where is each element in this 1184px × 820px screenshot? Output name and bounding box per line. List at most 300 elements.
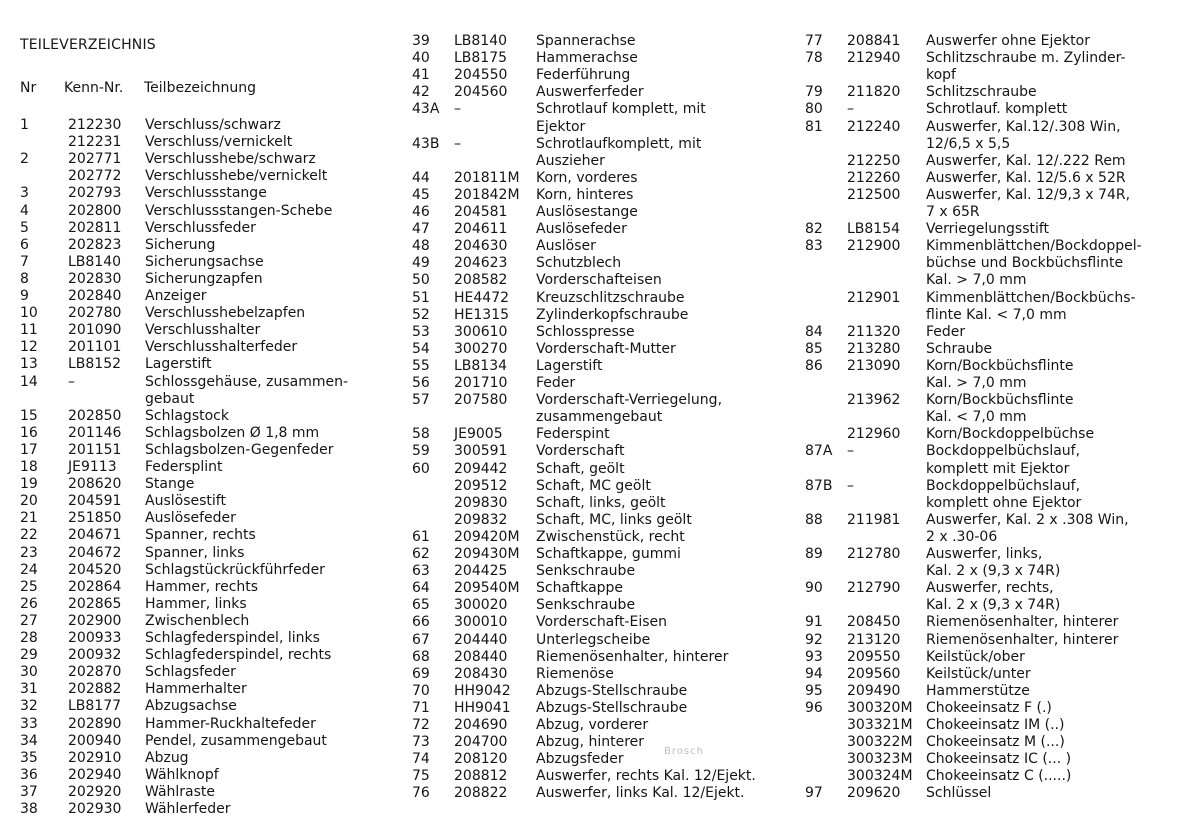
kenn-number: 209832	[454, 511, 508, 528]
kenn-number: 212240	[847, 118, 901, 135]
kenn-number: –	[847, 477, 854, 494]
part-number: 81	[805, 118, 823, 135]
part-name: Verschlusshalterfeder	[145, 339, 298, 356]
kenn-number: –	[454, 101, 461, 118]
part-name: Auszieher	[536, 152, 605, 169]
kenn-number: 202870	[68, 664, 122, 681]
part-number: 78	[805, 50, 823, 67]
part-number: 2	[20, 151, 29, 168]
part-number: 69	[412, 665, 430, 682]
part-name: Schlagsbolzen-Gegenfeder	[145, 441, 334, 458]
kenn-number: –	[454, 135, 461, 152]
part-name: büchse und Bockbüchsflinte	[926, 255, 1124, 272]
kenn-number: 202823	[68, 236, 122, 253]
part-number: 31	[20, 681, 38, 698]
part-name: Schrotlauf. komplett	[926, 101, 1068, 118]
kenn-number: 208450	[847, 614, 901, 631]
part-name: Riemenösenhalter, hinterer	[926, 631, 1119, 648]
kenn-number: 213120	[847, 631, 901, 648]
kenn-number: 209550	[847, 648, 901, 665]
part-number: 75	[412, 768, 430, 785]
part-name: Kimmenblättchen/Bockdoppel-	[926, 238, 1142, 255]
kenn-number: 204611	[454, 221, 508, 238]
part-number: 28	[20, 630, 38, 646]
part-name: Chokeeinsatz IM (..)	[926, 717, 1065, 733]
kenn-number: LB8154	[847, 221, 901, 238]
part-number: 9	[20, 288, 29, 304]
kenn-number: 204672	[68, 544, 122, 561]
kenn-number: 209560	[847, 665, 901, 682]
part-name: Wählknopf	[145, 766, 219, 783]
part-number: 27	[20, 612, 38, 629]
kenn-number: 202882	[68, 681, 122, 698]
part-name: Chokeeinsatz C (.....)	[926, 768, 1072, 785]
part-name: Spanner, links	[145, 544, 245, 561]
part-name: Schrotlaufkomplett, mit	[536, 135, 702, 152]
part-number: 11	[20, 322, 38, 339]
kenn-number: 204520	[68, 561, 122, 578]
part-name: Feder	[926, 323, 966, 340]
part-number: 1	[20, 117, 29, 133]
part-name: Riemenöse	[536, 665, 614, 682]
page-title: TEILEVERZEICHNIS	[20, 37, 156, 53]
part-number: 14	[20, 373, 38, 390]
kenn-number: 207580	[454, 392, 508, 409]
kenn-number: 201146	[68, 424, 122, 441]
part-number: 46	[412, 204, 430, 220]
part-number: 45	[412, 186, 430, 203]
part-name: Verschlussstange	[145, 185, 267, 202]
part-name: Auswerfer, Kal. 12/.222 Rem	[926, 152, 1126, 169]
part-number: 52	[412, 306, 430, 323]
part-number: 53	[412, 323, 430, 340]
part-name: Sicherung	[145, 236, 216, 253]
kenn-number: 300323M	[847, 751, 913, 768]
kenn-number: 202850	[68, 407, 122, 424]
part-name: Verschluss/vernickelt	[145, 134, 293, 151]
part-number: 36	[20, 766, 38, 783]
part-number: 58	[412, 426, 430, 443]
part-name: Auswerfer ohne Ejektor	[926, 33, 1090, 49]
part-number: 92	[805, 631, 823, 648]
kenn-number: 209540M	[454, 580, 520, 597]
part-name: Hammer, links	[145, 595, 247, 612]
part-name: Kal. > 7,0 mm	[926, 375, 1027, 391]
part-name: Verschlusshebelzapfen	[145, 305, 306, 322]
kenn-number: 201811M	[454, 169, 520, 186]
part-number: 62	[412, 546, 430, 562]
kenn-number: 212960	[847, 426, 901, 443]
kenn-number: 208822	[454, 785, 508, 802]
kenn-number: 208440	[454, 648, 508, 665]
part-name: Abzugs-Stellschraube	[536, 682, 688, 699]
part-name: Kreuzschlitzschraube	[536, 289, 685, 306]
kenn-number: 201151	[68, 441, 122, 458]
part-number: 80	[805, 101, 823, 118]
part-name: Chokeeinsatz M (...)	[926, 734, 1065, 751]
kenn-number: 202840	[68, 288, 122, 304]
part-name: Abzugs-Stellschraube	[536, 699, 688, 716]
kenn-number: 201842M	[454, 186, 520, 203]
kenn-number: 212230	[68, 117, 122, 133]
part-name: Auswerfer, Kal. 12/9,3 x 74R,	[926, 186, 1131, 203]
part-name: Chokeeinsatz IC (... )	[926, 751, 1072, 768]
part-name: 2 x .30-06	[926, 528, 998, 545]
part-name: flinte Kal. < 7,0 mm	[926, 306, 1067, 323]
part-name: Korn/Bockdoppelbüchse	[926, 426, 1095, 443]
part-number: 34	[20, 732, 38, 749]
part-number: 89	[805, 546, 823, 562]
part-number: 39	[412, 33, 430, 49]
part-number: 86	[805, 357, 823, 374]
part-name: Anzeiger	[145, 288, 207, 304]
part-number: 55	[412, 357, 430, 374]
part-number: 91	[805, 614, 823, 631]
part-name: Riemenösenhalter, hinterer	[536, 648, 729, 665]
part-number: 97	[805, 785, 823, 802]
part-name: Auslösefeder	[145, 510, 236, 527]
kenn-number: 209420M	[454, 528, 520, 545]
part-number: 48	[412, 238, 430, 255]
kenn-number: 204623	[454, 255, 508, 272]
kenn-number: 202800	[68, 202, 122, 219]
part-name: Auswerfer, links Kal. 12/Ejekt.	[536, 785, 745, 802]
part-number: 71	[412, 699, 430, 716]
kenn-number: LB8140	[454, 33, 508, 49]
part-name: Auslöser	[536, 238, 596, 255]
part-number: 82	[805, 221, 823, 238]
part-name: Lagerstift	[536, 357, 603, 374]
part-number: 13	[20, 356, 38, 373]
kenn-number: 201090	[68, 322, 122, 339]
part-number: 33	[20, 715, 38, 732]
part-name: komplett ohne Ejektor	[926, 494, 1082, 511]
kenn-number: 201101	[68, 339, 122, 356]
part-number: 63	[412, 563, 430, 580]
part-name: Senkschraube	[536, 563, 636, 580]
part-number: 70	[412, 682, 430, 699]
watermark: Brosch	[664, 746, 704, 757]
part-name: Auslösestift	[145, 493, 226, 510]
part-name: Schlüssel	[926, 785, 992, 802]
part-number: 93	[805, 648, 823, 665]
part-name: Hammerachse	[536, 50, 638, 67]
part-number: 43B	[412, 135, 440, 152]
kenn-number: 300610	[454, 323, 508, 340]
part-number: 23	[20, 544, 38, 561]
part-name: Verschlusshalter	[145, 322, 261, 339]
kenn-number: JE9113	[68, 459, 117, 475]
part-number: 29	[20, 647, 38, 664]
part-name: Kal. 2 x (9,3 x 74R)	[926, 563, 1061, 580]
part-name: Hammer-Ruckhaltefeder	[145, 715, 316, 732]
part-name: komplett mit Ejektor	[926, 460, 1070, 477]
part-number: 87B	[805, 477, 833, 494]
kenn-number: 202811	[68, 219, 122, 236]
part-name: Kal. 2 x (9,3 x 74R)	[926, 597, 1061, 614]
part-number: 57	[412, 392, 430, 409]
part-name: Zylinderkopfschraube	[536, 306, 689, 323]
kenn-number: HE1315	[454, 306, 510, 323]
kenn-number: 204690	[454, 717, 508, 733]
part-number: 17	[20, 441, 38, 458]
part-number: 37	[20, 783, 38, 800]
kenn-number: 202940	[68, 766, 122, 783]
part-name: Federsplint	[145, 459, 223, 475]
part-number: 35	[20, 749, 38, 766]
part-name: Schaft, MC, links geölt	[536, 511, 692, 528]
part-name: Chokeeinsatz F (.)	[926, 699, 1052, 716]
part-name: Schlitzschraube m. Zylinder-	[926, 50, 1126, 67]
part-name: Verschlusshebe/vernickelt	[145, 168, 328, 185]
part-number: 74	[412, 751, 430, 768]
part-number: 83	[805, 238, 823, 255]
part-name: Auswerferfeder	[536, 84, 644, 101]
part-name: Schlagstock	[145, 407, 229, 424]
part-number: 72	[412, 717, 430, 733]
part-number: 7	[20, 253, 29, 270]
part-number: 18	[20, 459, 38, 475]
part-number: 40	[412, 50, 430, 67]
part-name: Stange	[145, 476, 195, 493]
part-number: 54	[412, 340, 430, 357]
part-number: 6	[20, 236, 29, 253]
kenn-number: 200940	[68, 732, 122, 749]
part-name: Schaftkappe, gummi	[536, 546, 681, 562]
kenn-number: 204581	[454, 204, 508, 220]
part-name: Lagerstift	[145, 356, 212, 373]
part-name: Schlitzschraube	[926, 84, 1037, 101]
part-name: Auswerfer, rechts Kal. 12/Ejekt.	[536, 768, 756, 785]
part-number: 56	[412, 375, 430, 391]
part-number: 66	[412, 614, 430, 631]
part-name: Abzugsachse	[145, 698, 237, 715]
part-number: 77	[805, 33, 823, 49]
part-name: Vorderschaft-Mutter	[536, 340, 676, 357]
kenn-number: 209620	[847, 785, 901, 802]
kenn-number: 213090	[847, 357, 901, 374]
kenn-number: 202771	[68, 151, 122, 168]
kenn-number: 211320	[847, 323, 901, 340]
part-number: 79	[805, 84, 823, 101]
part-name: Bockdoppelbüchslauf,	[926, 477, 1081, 494]
part-name: Schlagstückrückführfeder	[145, 561, 325, 578]
kenn-number: 208841	[847, 33, 901, 49]
part-name: Hammer, rechts	[145, 578, 259, 595]
kenn-number: 209490	[847, 682, 901, 699]
part-name: Bockdoppelbüchslauf,	[926, 443, 1081, 460]
part-number: 44	[412, 169, 430, 186]
kenn-number: 212231	[68, 134, 122, 151]
part-number: 30	[20, 664, 38, 681]
part-number: 96	[805, 699, 823, 716]
part-name: Kal. > 7,0 mm	[926, 272, 1027, 289]
part-number: 12	[20, 339, 38, 356]
kenn-number: LB8177	[68, 698, 122, 715]
part-number: 94	[805, 665, 823, 682]
header-teilbezeichnung: Teilbezeichnung	[144, 80, 256, 96]
kenn-number: 202890	[68, 715, 122, 732]
kenn-number: 208120	[454, 751, 508, 768]
part-name: Schutzblech	[536, 255, 622, 272]
part-name: Schlosspresse	[536, 323, 635, 340]
part-number: 76	[412, 785, 430, 802]
part-name: Schraube	[926, 340, 993, 357]
part-number: 50	[412, 272, 430, 289]
part-name: Abzug, hinterer	[536, 734, 645, 751]
part-number: 21	[20, 510, 38, 527]
part-name: Zwischenblech	[145, 612, 250, 629]
kenn-number: 208430	[454, 665, 508, 682]
part-number: 95	[805, 682, 823, 699]
part-name: Ejektor	[536, 118, 586, 135]
part-number: 68	[412, 648, 430, 665]
kenn-number: 204550	[454, 67, 508, 84]
part-name: Senkschraube	[536, 597, 636, 614]
kenn-number: 212900	[847, 238, 901, 255]
part-name: gebaut	[145, 390, 195, 407]
part-number: 25	[20, 578, 38, 595]
part-name: Verschlussstangen-Schebe	[145, 202, 333, 219]
kenn-number: 202830	[68, 270, 122, 287]
kenn-number: LB8152	[68, 356, 122, 373]
part-name: Auslösestange	[536, 204, 638, 220]
part-number: 49	[412, 255, 430, 272]
kenn-number: 213962	[847, 392, 901, 409]
part-name: Federspint	[536, 426, 610, 443]
part-number: 42	[412, 84, 430, 101]
part-name: 12/6,5 x 5,5	[926, 135, 1011, 152]
kenn-number: 209442	[454, 460, 508, 477]
part-number: 85	[805, 340, 823, 357]
kenn-number: 212260	[847, 169, 901, 186]
part-name: Schlagfederspindel, rechts	[145, 647, 332, 664]
kenn-number: 300020	[454, 597, 508, 614]
part-number: 84	[805, 323, 823, 340]
part-name: Korn/Bockbüchsflinte	[926, 357, 1074, 374]
part-name: Korn, vorderes	[536, 169, 638, 186]
part-number: 26	[20, 595, 38, 612]
part-name: Schrotlauf komplett, mit	[536, 101, 706, 118]
part-name: Pendel, zusammengebaut	[145, 732, 327, 749]
part-number: 19	[20, 476, 38, 493]
part-number: 61	[412, 528, 430, 545]
part-name: Kimmenblättchen/Bockbüchs-	[926, 289, 1136, 306]
part-number: 38	[20, 801, 38, 817]
kenn-number: 251850	[68, 510, 122, 527]
part-name: Wählerfeder	[145, 801, 231, 817]
kenn-number: 204671	[68, 527, 122, 544]
part-name: Federführung	[536, 67, 631, 84]
part-name: 7 x 65R	[926, 204, 980, 220]
kenn-number: 202865	[68, 595, 122, 612]
part-name: Abzug, vorderer	[536, 717, 649, 733]
kenn-number: –	[847, 443, 854, 460]
kenn-number: 208620	[68, 476, 122, 493]
kenn-number: HH9042	[454, 682, 511, 699]
kenn-number: 204560	[454, 84, 508, 101]
part-name: Sicherungsachse	[145, 253, 264, 270]
part-name: Vorderschafteisen	[536, 272, 662, 289]
part-number: 47	[412, 221, 430, 238]
part-name: Schaft, links, geölt	[536, 494, 666, 511]
kenn-number: 211981	[847, 511, 901, 528]
kenn-number: 202864	[68, 578, 122, 595]
kenn-number: 212500	[847, 186, 901, 203]
kenn-number: 202780	[68, 305, 122, 322]
part-name: Vorderschaft-Eisen	[536, 614, 668, 631]
part-number: 60	[412, 460, 430, 477]
part-name: Keilstück/unter	[926, 665, 1031, 682]
part-name: Abzugsfeder	[536, 751, 624, 768]
kenn-number: 300010	[454, 614, 508, 631]
part-name: kopf	[926, 67, 956, 84]
kenn-number: 201710	[454, 375, 508, 391]
kenn-number: 300322M	[847, 734, 913, 751]
part-name: Riemenösenhalter, hinterer	[926, 614, 1119, 631]
part-number: 88	[805, 511, 823, 528]
part-number: 87A	[805, 443, 833, 460]
kenn-number: 200932	[68, 647, 122, 664]
part-name: Auswerfer, links,	[926, 546, 1043, 562]
part-number: 41	[412, 67, 430, 84]
kenn-number: 211820	[847, 84, 901, 101]
part-number: 64	[412, 580, 430, 597]
kenn-number: 209830	[454, 494, 508, 511]
kenn-number: JE9005	[454, 426, 503, 443]
part-number: 51	[412, 289, 430, 306]
part-name: Verriegelungsstift	[926, 221, 1050, 238]
kenn-number: 212901	[847, 289, 901, 306]
kenn-number: LB8134	[454, 357, 508, 374]
part-name: Auswerfer, Kal.12/.308 Win,	[926, 118, 1121, 135]
part-name: Unterlegscheibe	[536, 631, 651, 648]
kenn-number: 200933	[68, 630, 122, 646]
header-nr: Nr	[20, 80, 37, 96]
part-name: Spanner, rechts	[145, 527, 256, 544]
part-name: Schlossgehäuse, zusammen-	[145, 373, 349, 390]
part-name: Feder	[536, 375, 576, 391]
part-name: Schaftkappe	[536, 580, 624, 597]
part-name: Auslösefeder	[536, 221, 627, 238]
part-number: 4	[20, 202, 29, 219]
part-number: 43A	[412, 101, 440, 118]
part-name: Kal. < 7,0 mm	[926, 409, 1027, 426]
kenn-number: 204440	[454, 631, 508, 648]
part-name: Schlagsfeder	[145, 664, 236, 681]
kenn-number: 202930	[68, 801, 122, 817]
kenn-number: 300324M	[847, 768, 913, 785]
part-name: Auswerfer, Kal. 12/5.6 x 52R	[926, 169, 1126, 186]
kenn-number: 204700	[454, 734, 508, 751]
part-name: Verschluss/schwarz	[145, 117, 281, 133]
part-name: zusammengebaut	[536, 409, 663, 426]
part-number: 5	[20, 219, 29, 236]
kenn-number: 208582	[454, 272, 508, 289]
part-name: Auswerfer, Kal. 2 x .308 Win,	[926, 511, 1129, 528]
part-name: Korn/Bockbüchsflinte	[926, 392, 1074, 409]
part-number: 67	[412, 631, 430, 648]
part-number: 8	[20, 270, 29, 287]
part-name: Korn, hinteres	[536, 186, 634, 203]
part-name: Verschlussfeder	[145, 219, 256, 236]
part-name: Schlagsbolzen Ø 1,8 mm	[145, 424, 320, 441]
kenn-number: –	[68, 373, 75, 390]
part-name: Schlagfederspindel, links	[145, 630, 320, 646]
part-number: 15	[20, 407, 38, 424]
part-name: Vorderschaft	[536, 443, 625, 460]
kenn-number: 212940	[847, 50, 901, 67]
